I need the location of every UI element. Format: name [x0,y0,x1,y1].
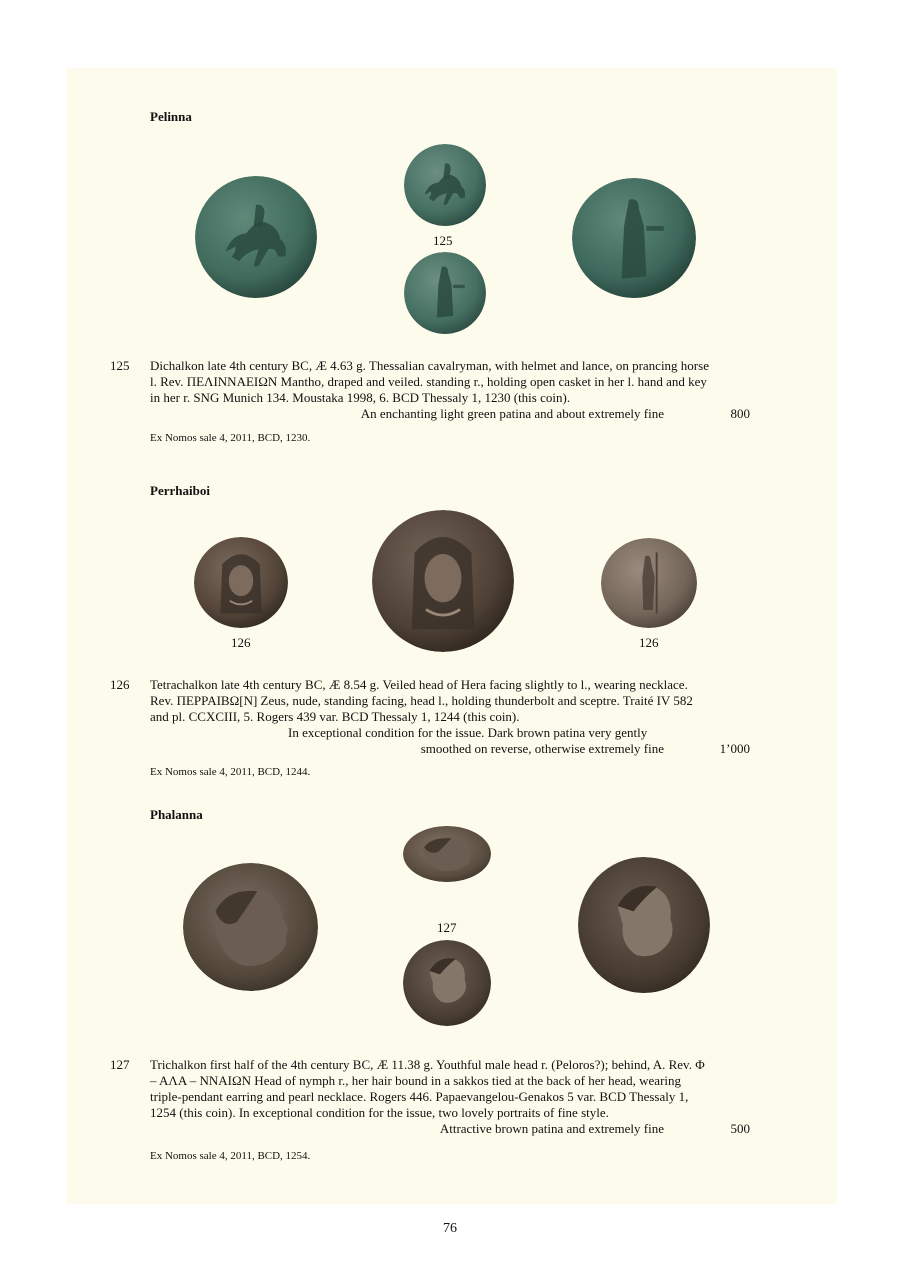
lot-price-125: 800 [730,406,750,421]
lot-description-126 [150,677,748,725]
description-line: Trichalkon first half of the 4th century BC, Æ 11.38 g. Youthful male head r. (Peloros?); behind, A. Rev. Φ [150,1057,705,1072]
coin-label-125: 125 [433,233,453,248]
description-line: – ΑΛΑ – ΝΝΑΙΩΝ Head of nymph r., her hair bound in a sakkos tied at the back of her head, wearing [150,1073,682,1088]
condition-comment-126-line2: smoothed on reverse, otherwise extremely fine [420,741,664,756]
section-heading-perrhaiboi: Perrhaiboi [150,483,210,498]
lot-price-126: 1’000 [719,741,750,756]
condition-comment-127: Attractive brown patina and extremely fine [439,1121,664,1136]
page-number: 76 [443,1221,457,1236]
coin-126-reverse [601,538,697,628]
condition-comment-125: An enchanting light green patina and about extremely fine [360,406,664,421]
description-line: and pl. CCXCIII, 5. Rogers 439 var. BCD Thessaly 1, 1244 (this coin). [150,709,520,724]
provenance-127: Ex Nomos sale 4, 2011, BCD, 1254. [150,1150,311,1162]
coin-125-reverse-enlarged [572,178,696,298]
lot-description-125 [150,358,748,406]
description-line: 1254 (this coin). In exceptional condition for the issue, two lovely portraits of fine style. [150,1105,609,1120]
coin-125-obverse-enlarged [195,176,317,298]
lot-number-125: 125 [110,358,130,373]
section-heading-phalanna: Phalanna [150,807,203,822]
coin-125-reverse [404,252,486,334]
lot-description-127 [150,1057,748,1121]
coin-126-obverse [194,537,288,628]
provenance-126: Ex Nomos sale 4, 2011, BCD, 1244. [150,766,311,778]
description-line: in her r. SNG Munich 134. Moustaka 1998, 6. BCD Thessaly 1, 1230 (this coin). [150,390,571,405]
coin-label-126-right: 126 [639,635,659,650]
description-line: l. Rev. ΠΕΛΙΝΝΑΕΙΩΝ Mantho, draped and veiled. standing r., holding open casket in her l. hand and key [150,374,707,389]
lot-price-127: 500 [730,1121,750,1136]
lot-number-126: 126 [110,677,130,692]
coin-125-obverse [404,144,486,226]
description-line: Dichalkon late 4th century BC, Æ 4.63 g. Thessalian cavalryman, with helmet and lance, on prancing horse [150,358,709,373]
description-line: triple-pendant earring and pearl necklace. Rogers 446. Papaevangelou-Genakos 5 var. BCD Thessaly 1, [150,1089,689,1104]
coin-127-reverse-enlarged [578,857,710,993]
coin-126-obverse-enlarged [372,510,514,652]
coin-label-126-left: 126 [231,635,251,650]
section-heading-pelinna: Pelinna [150,109,192,124]
provenance-125: Ex Nomos sale 4, 2011, BCD, 1230. [150,432,311,444]
lot-number-127: 127 [110,1057,130,1072]
description-line: Rev. ΠΕΡΡΑΙΒΩ[Ν] Zeus, nude, standing facing, head l., holding thunderbolt and sceptre. Traité IV 582 [150,693,693,708]
coin-127-obverse [403,826,491,882]
coin-127-reverse [403,940,491,1026]
condition-comment-126-line1: In exceptional condition for the issue. Dark brown patina very gently [288,725,648,740]
coin-label-127: 127 [437,920,457,935]
coin-127-obverse-enlarged [183,863,318,991]
description-line: Tetrachalkon late 4th century BC, Æ 8.54 g. Veiled head of Hera facing slightly to l., wearing necklace. [150,677,688,692]
